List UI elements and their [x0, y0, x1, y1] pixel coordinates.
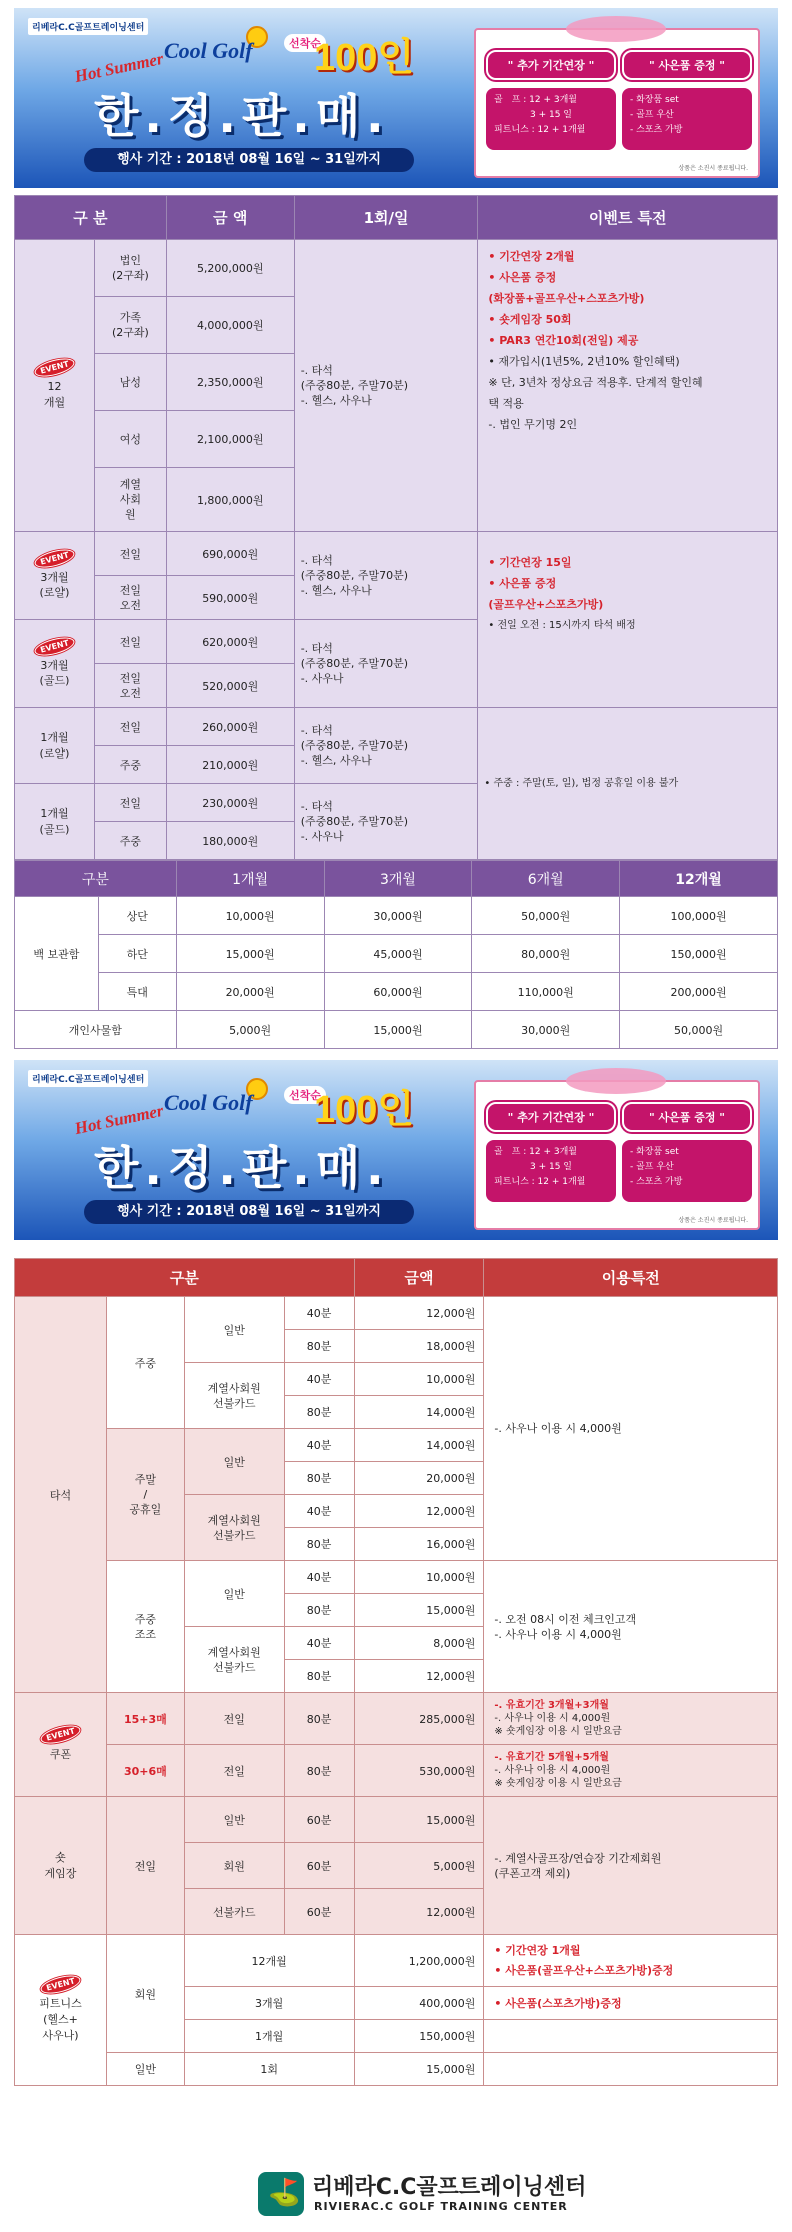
- price-cell: 12,000원: [354, 1297, 484, 1330]
- col-header: 6개월: [472, 861, 620, 897]
- sub-label: 전일: [94, 620, 166, 664]
- price-cell: 520,000원: [166, 664, 294, 708]
- empty-cell: [484, 2020, 778, 2053]
- price-cell: 18,000원: [354, 1330, 484, 1363]
- gift-title: " 사은품 증정 ": [622, 50, 752, 80]
- price-cell: 590,000원: [166, 576, 294, 620]
- gift-note: 상품은 소진시 종료됩니다.: [678, 1217, 748, 1224]
- sub-label: 남성: [94, 354, 166, 411]
- member-label: 회원: [106, 1935, 184, 2053]
- minutes: 40분: [284, 1495, 354, 1528]
- col-header: 구 분: [15, 196, 167, 240]
- fitness-label: EVENT 피트니스 (헬스+ 사우나): [15, 1935, 107, 2086]
- sub-label: 전일 오전: [94, 664, 166, 708]
- golfer-logo-icon: ⛳: [258, 2172, 304, 2216]
- price-cell: 30,000원: [472, 1011, 620, 1049]
- perday-cell: -. 타석 (주중80분, 주말70분) -. 헬스, 사우나: [294, 240, 478, 532]
- personal-locker-label: 개인사물함: [15, 1011, 177, 1049]
- sub-label: 가족 (2구좌): [94, 297, 166, 354]
- limit-count: 100인: [314, 1089, 415, 1131]
- sub-label: 전일: [94, 532, 166, 576]
- promo-banner: [14, 8, 778, 188]
- price-cell: 150,000원: [354, 2020, 484, 2053]
- short-game-benefit: -. 계열사골프장/연습장 기간제회원 (쿠폰고객 제외): [484, 1797, 778, 1935]
- minutes: 80분: [284, 1745, 354, 1797]
- price-cell: 200,000원: [620, 973, 778, 1011]
- sub-label: 계열 사회 원: [94, 468, 166, 532]
- event-benefit-12: • 기간연장 2개월 • 사은품 증정 (화장품+골프우산+스포츠가방) • 숏게임장 50회 • PAR3 연간10회(전일) 제공 • 재가입시(1년5%, 2년10% 할인혜택) ※ 단, 3년차 정상요금 적용후. 단계적 할인혜 택 적용 -. 법인 무기명 2인: [478, 240, 778, 532]
- weekend-label: 주말 / 공휴일: [106, 1429, 184, 1561]
- empty-cell: [484, 2053, 778, 2086]
- minutes: 80분: [284, 1462, 354, 1495]
- price-cell: 210,000원: [166, 746, 294, 784]
- facility-price-table: [14, 1258, 778, 2086]
- extension-details: 골 프 : 12 + 3개월 3 + 15 일 피트니스 : 12 + 1개월: [486, 88, 616, 150]
- allday-label: 전일: [106, 1797, 184, 1935]
- event-badge: EVENT: [39, 1971, 83, 1996]
- price-cell: 50,000원: [620, 1011, 778, 1049]
- price-cell: 260,000원: [166, 708, 294, 746]
- price-cell: 400,000원: [354, 1987, 484, 2020]
- price-cell: 50,000원: [472, 897, 620, 935]
- first-come-badge: 선착순: [284, 1086, 326, 1104]
- event-period: 행사 기간 : 2018년 08월 16일 ~ 31일까지: [84, 1200, 414, 1224]
- coupon-benefit: -. 유효기간 3개월+3개월 -. 사우나 이용 시 4,000원 ※ 숏게임장 이용 시 일반요금: [484, 1693, 778, 1745]
- minutes: 40분: [284, 1627, 354, 1660]
- price-cell: 14,000원: [354, 1396, 484, 1429]
- event-badge: EVENT: [33, 355, 77, 380]
- price-cell: 230,000원: [166, 784, 294, 822]
- col-header: 이벤트 특전: [478, 196, 778, 240]
- ribbon-bow-icon: [566, 1068, 666, 1094]
- col-header: 3개월: [324, 861, 472, 897]
- price-cell: 10,000원: [354, 1561, 484, 1594]
- first-come-badge: 선착순: [284, 34, 326, 52]
- minutes: 60분: [284, 1843, 354, 1889]
- price-cell: 60,000원: [324, 973, 472, 1011]
- cool-golf-text: Cool Golf: [164, 38, 253, 63]
- sub-label: 특대: [98, 973, 176, 1011]
- col-header: 이용특전: [484, 1259, 778, 1297]
- event-badge: EVENT: [33, 546, 77, 571]
- group-1month-gold: 1개월 (골드): [15, 784, 95, 860]
- price-cell: 285,000원: [354, 1693, 484, 1745]
- sub-label: 선불카드: [184, 1889, 284, 1935]
- col-header: 1개월: [176, 861, 324, 897]
- perday-cell: -. 타석 (주중80분, 주말70분) -. 사우나: [294, 620, 478, 708]
- group-12month: EVENT 12 개월: [15, 240, 95, 532]
- price-cell: 530,000원: [354, 1745, 484, 1797]
- sub-label: 주중: [94, 822, 166, 860]
- short-game-label: 숏 게임장: [15, 1797, 107, 1935]
- minutes: 40분: [284, 1561, 354, 1594]
- col-header: 1회/일: [294, 196, 478, 240]
- gift-box: [474, 28, 760, 178]
- minutes: 80분: [284, 1396, 354, 1429]
- price-cell: 45,000원: [324, 935, 472, 973]
- gift-note: 상품은 소진시 종료됩니다.: [678, 165, 748, 172]
- price-cell: 2,350,000원: [166, 354, 294, 411]
- price-cell: 14,000원: [354, 1429, 484, 1462]
- benefit-sauna: -. 사우나 이용 시 4,000원: [484, 1297, 778, 1561]
- sub-label: 전일: [184, 1693, 284, 1745]
- fitness-benefit: • 기간연장 1개월 • 사은품(골프우산+스포츠가방)증정: [484, 1935, 778, 1987]
- minutes: 40분: [284, 1429, 354, 1462]
- banner-title: 한.정.판.매.: [94, 89, 390, 143]
- extension-details: 골 프 : 12 + 3개월 3 + 15 일 피트니스 : 12 + 1개월: [486, 1140, 616, 1202]
- sub-label: 전일: [94, 708, 166, 746]
- group-3month-royal: EVENT 3개월 (로얄): [15, 532, 95, 620]
- minutes: 40분: [284, 1363, 354, 1396]
- hot-summer-text: Hot Summer: [72, 48, 166, 87]
- sub-label: 주중: [94, 746, 166, 784]
- group-3month-gold: EVENT 3개월 (골드): [15, 620, 95, 708]
- coupon-tag: 30+6매: [106, 1745, 184, 1797]
- benefit-early: -. 오전 08시 이전 체크인고객 -. 사우나 이용 시 4,000원: [484, 1561, 778, 1693]
- col-header: 금 액: [166, 196, 294, 240]
- price-cell: 15,000원: [324, 1011, 472, 1049]
- weekday-label: 주중: [106, 1297, 184, 1429]
- price-cell: 110,000원: [472, 973, 620, 1011]
- fitness-benefit: • 사은품(스포츠가방)증정: [484, 1987, 778, 2020]
- price-cell: 10,000원: [354, 1363, 484, 1396]
- sub-label: 전일: [184, 1745, 284, 1797]
- price-cell: 8,000원: [354, 1627, 484, 1660]
- event-benefit-3: • 기간연장 15일 • 사은품 증정 (골프우산+스포츠가방) • 전일 오전 : 15시까지 타석 배정: [478, 532, 778, 708]
- event-badge: EVENT: [39, 1722, 83, 1747]
- morning-label: 주중 조조: [106, 1561, 184, 1693]
- price-cell: 5,200,000원: [166, 240, 294, 297]
- period-label: 1개월: [184, 2020, 354, 2053]
- general-label: 일반: [184, 1561, 284, 1627]
- footer-name-en: RIVIERAC.C GOLF TRAINING CENTER: [314, 2200, 568, 2213]
- general-label: 일반: [106, 2053, 184, 2086]
- minutes: 80분: [284, 1594, 354, 1627]
- extension-title: " 추가 기간연장 ": [486, 1102, 616, 1132]
- cool-golf-text: Cool Golf: [164, 1090, 253, 1115]
- price-cell: 4,000,000원: [166, 297, 294, 354]
- price-cell: 2,100,000원: [166, 411, 294, 468]
- promo-banner-2: [14, 1060, 778, 1240]
- price-cell: 15,000원: [176, 935, 324, 973]
- price-cell: 15,000원: [354, 1797, 484, 1843]
- event-period: 행사 기간 : 2018년 08월 16일 ~ 31일까지: [84, 148, 414, 172]
- period-label: 3개월: [184, 1987, 354, 2020]
- minutes: 60분: [284, 1889, 354, 1935]
- sub-label: 법인 (2구좌): [94, 240, 166, 297]
- price-cell: 12,000원: [354, 1495, 484, 1528]
- sub-label: 여성: [94, 411, 166, 468]
- perday-cell: -. 타석 (주중80분, 주말70분) -. 헬스, 사우나: [294, 532, 478, 620]
- locker-price-table: [14, 860, 778, 1049]
- perday-cell: -. 타석 (주중80분, 주말70분) -. 헬스, 사우나: [294, 708, 478, 784]
- event-benefit-1: • 주중 : 주말(토, 일), 법정 공휴일 이용 불가: [478, 708, 778, 860]
- price-cell: 10,000원: [176, 897, 324, 935]
- bag-locker-label: 백 보관함: [15, 897, 99, 1011]
- minutes: 80분: [284, 1693, 354, 1745]
- period-label: 12개월: [184, 1935, 354, 1987]
- brand-logo: 리베라C.C골프트레이닝센터: [28, 18, 148, 35]
- price-cell: 12,000원: [354, 1889, 484, 1935]
- affiliate-label: 계열사회원 선불카드: [184, 1363, 284, 1429]
- group-1month-royal: 1개월 (로얄): [15, 708, 95, 784]
- hot-summer-text: Hot Summer: [72, 1100, 166, 1139]
- price-cell: 20,000원: [176, 973, 324, 1011]
- sub-label: 전일 오전: [94, 576, 166, 620]
- general-label: 일반: [184, 1297, 284, 1363]
- brand-logo: 리베라C.C골프트레이닝센터: [28, 1070, 148, 1087]
- col-header: 금액: [354, 1259, 484, 1297]
- minutes: 80분: [284, 1528, 354, 1561]
- gift-box: [474, 1080, 760, 1230]
- price-cell: 150,000원: [620, 935, 778, 973]
- affiliate-label: 계열사회원 선불카드: [184, 1495, 284, 1561]
- coupon-label: EVENT 쿠폰: [15, 1693, 107, 1797]
- period-label: 1회: [184, 2053, 354, 2086]
- price-cell: 16,000원: [354, 1528, 484, 1561]
- banner-title: 한.정.판.매.: [94, 1141, 390, 1195]
- price-cell: 1,200,000원: [354, 1935, 484, 1987]
- col-header: 구분: [15, 861, 177, 897]
- price-cell: 1,800,000원: [166, 468, 294, 532]
- minutes: 60분: [284, 1797, 354, 1843]
- extension-title: " 추가 기간연장 ": [486, 50, 616, 80]
- sub-label: 상단: [98, 897, 176, 935]
- footer-name-ko: 리베라C.C골프트레이닝센터: [312, 2175, 587, 2200]
- col-header: 구분: [15, 1259, 355, 1297]
- sub-label: 일반: [184, 1797, 284, 1843]
- price-cell: 12,000원: [354, 1660, 484, 1693]
- price-cell: 15,000원: [354, 1594, 484, 1627]
- minutes: 40분: [284, 1297, 354, 1330]
- membership-price-table: [14, 195, 778, 860]
- gift-details: - 화장품 set - 골프 우산 - 스포츠 가방: [622, 88, 752, 150]
- price-cell: 5,000원: [176, 1011, 324, 1049]
- event-badge: EVENT: [33, 634, 77, 659]
- limit-count: 100인: [314, 37, 415, 79]
- gift-title: " 사은품 증정 ": [622, 1102, 752, 1132]
- footer-logo: [258, 2170, 587, 2220]
- price-cell: 690,000원: [166, 532, 294, 576]
- gift-details: - 화장품 set - 골프 우산 - 스포츠 가방: [622, 1140, 752, 1202]
- price-cell: 15,000원: [354, 2053, 484, 2086]
- coupon-tag: 15+3매: [106, 1693, 184, 1745]
- perday-cell: -. 타석 (주중80분, 주말70분) -. 사우나: [294, 784, 478, 860]
- coupon-benefit: -. 유효기간 5개월+5개월 -. 사우나 이용 시 4,000원 ※ 숏게임장 이용 시 일반요금: [484, 1745, 778, 1797]
- col-header: 12개월: [620, 861, 778, 897]
- price-cell: 30,000원: [324, 897, 472, 935]
- affiliate-label: 계열사회원 선불카드: [184, 1627, 284, 1693]
- ribbon-bow-icon: [566, 16, 666, 42]
- general-label: 일반: [184, 1429, 284, 1495]
- sub-label: 하단: [98, 935, 176, 973]
- sub-label: 전일: [94, 784, 166, 822]
- price-cell: 5,000원: [354, 1843, 484, 1889]
- minutes: 80분: [284, 1660, 354, 1693]
- price-cell: 620,000원: [166, 620, 294, 664]
- price-cell: 180,000원: [166, 822, 294, 860]
- minutes: 80분: [284, 1330, 354, 1363]
- price-cell: 100,000원: [620, 897, 778, 935]
- price-cell: 20,000원: [354, 1462, 484, 1495]
- sub-label: 회원: [184, 1843, 284, 1889]
- price-cell: 80,000원: [472, 935, 620, 973]
- tasuk-label: 타석: [15, 1297, 107, 1693]
